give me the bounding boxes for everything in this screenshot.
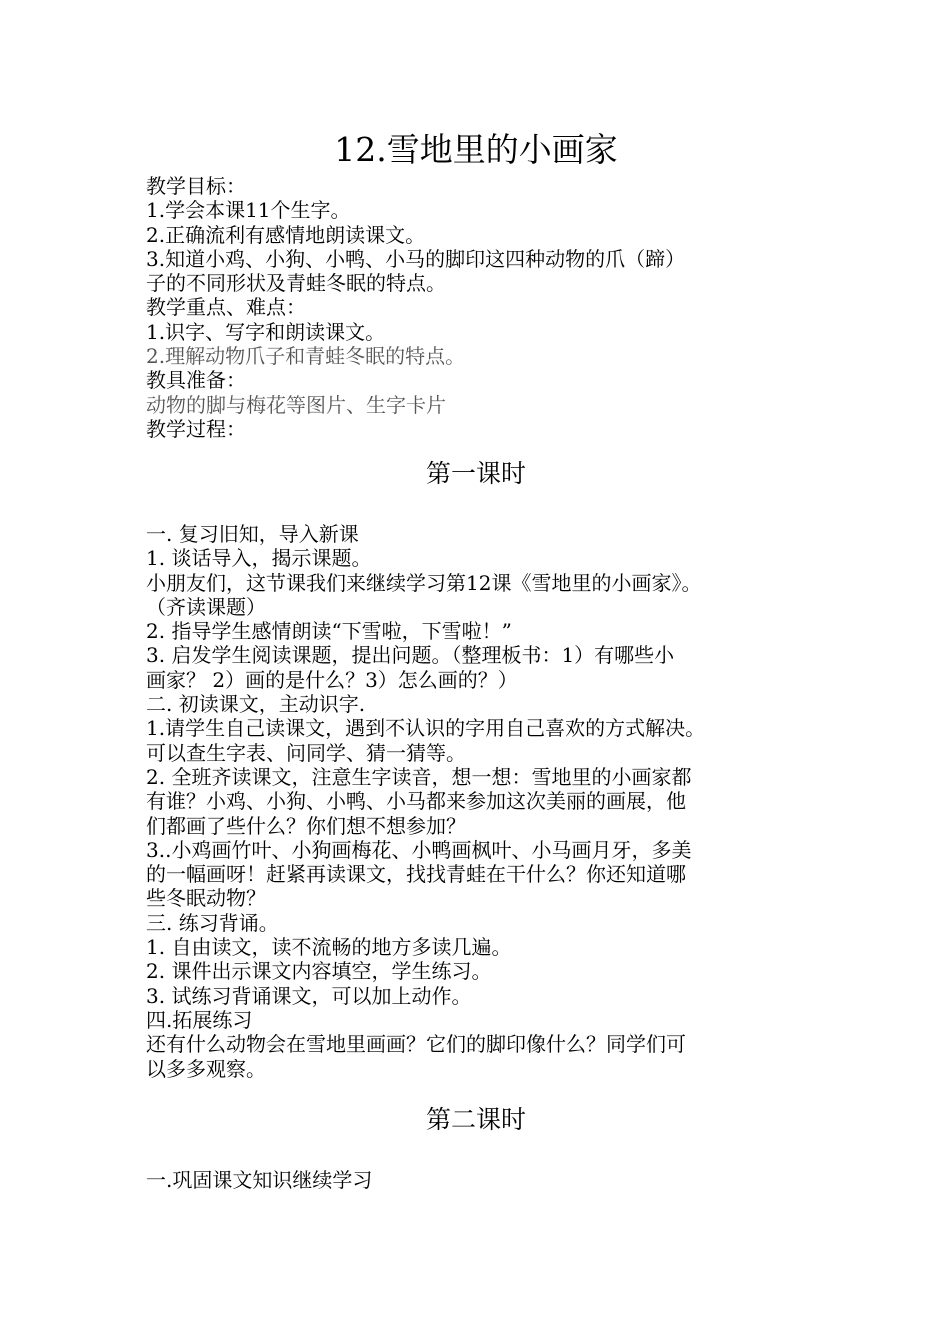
section-1-line: 以多多观察。	[146, 1056, 266, 1081]
section-1-title: 第一课时	[425, 459, 526, 488]
section-1-line: 一. 复习旧知，导入新课	[146, 522, 359, 546]
section-2-line: 一.巩固课文知识继续学习	[146, 1168, 373, 1192]
objective-1: 1.学会本课11个生字。	[146, 198, 351, 223]
key-point-2: 2.理解动物爪子和青蛙冬眠的特点。	[146, 344, 466, 369]
section-1-line: 1.请学生自己读课文，遇到不认识的字用自己喜欢的方式解决。	[146, 716, 706, 741]
section-1-line: 3. 启发学生阅读课题，提出问题。（整理板书：1）有哪些小	[146, 643, 675, 668]
materials-text: 动物的脚与梅花等图片、生字卡片	[146, 392, 446, 417]
section-1-line: 小朋友们，这节课我们来继续学习第12课《雪地里的小画家》。	[146, 570, 702, 595]
section-1-line: 3. 试练习背诵课文，可以加上动作。	[146, 983, 472, 1008]
section-1-line: 可以查生字表、问同学、猜一猜等。	[146, 740, 466, 765]
section-1-line: 们都画了些什么？你们想不想参加？	[146, 813, 466, 838]
objective-2: 2.正确流利有感情地朗读课文。	[146, 222, 426, 247]
process-heading: 教学过程：	[146, 416, 246, 441]
objective-3: 3.知道小鸡、小狗、小鸭、小马的脚印这四种动物的爪（蹄）	[146, 246, 686, 271]
section-1-line: 2. 指导学生感情朗读“下雪啦，下雪啦！”	[146, 619, 512, 644]
document-title: 12.雪地里的小画家	[334, 130, 618, 169]
intro-block	[146, 174, 826, 441]
section-1-line: 3..小鸡画竹叶、小狗画梅花、小鸭画枫叶、小马画月牙，多美	[146, 837, 692, 862]
section-1-line: 的一幅画呀！赶紧再读课文，找找青蛙在干什么？你还知道哪	[146, 862, 686, 887]
objective-3-cont: 子的不同形状及青蛙冬眠的特点。	[146, 271, 446, 296]
section-1-line: 二. 初读课文，主动识字.	[146, 692, 366, 717]
section-1-line: 1. 谈话导入，揭示课题。	[146, 546, 372, 571]
section-2-block	[146, 1168, 826, 1192]
key-point-1: 1.识字、写字和朗读课文。	[146, 319, 386, 344]
section-1-line: 2. 全班齐读课文，注意生字读音，想一想：雪地里的小画家都	[146, 764, 692, 789]
section-1-line: 有谁？小鸡、小狗、小鸭、小马都来参加这次美丽的画展，他	[146, 789, 686, 814]
section-1-block	[146, 522, 826, 1081]
section-1-line: 些冬眠动物？	[146, 886, 266, 911]
objectives-heading: 教学目标：	[146, 174, 246, 198]
section-2-title: 第二课时	[425, 1105, 526, 1134]
section-1-line: 1. 自由读文，读不流畅的地方多读几遍。	[146, 935, 512, 960]
section-1-line: 三. 练习背诵。	[146, 910, 279, 935]
section-1-line: 2. 课件出示课文内容填空，学生练习。	[146, 959, 492, 984]
key-points-heading: 教学重点、难点：	[146, 295, 306, 320]
section-1-line: 画家？ 2）画的是什么？3）怎么画的？）	[146, 667, 518, 692]
materials-heading: 教具准备：	[146, 368, 246, 393]
section-1-line: （齐读课题）	[146, 594, 266, 619]
section-1-line: 四.拓展练习	[146, 1007, 253, 1032]
section-1-line: 还有什么动物会在雪地里画画？它们的脚印像什么？同学们可	[146, 1032, 686, 1057]
